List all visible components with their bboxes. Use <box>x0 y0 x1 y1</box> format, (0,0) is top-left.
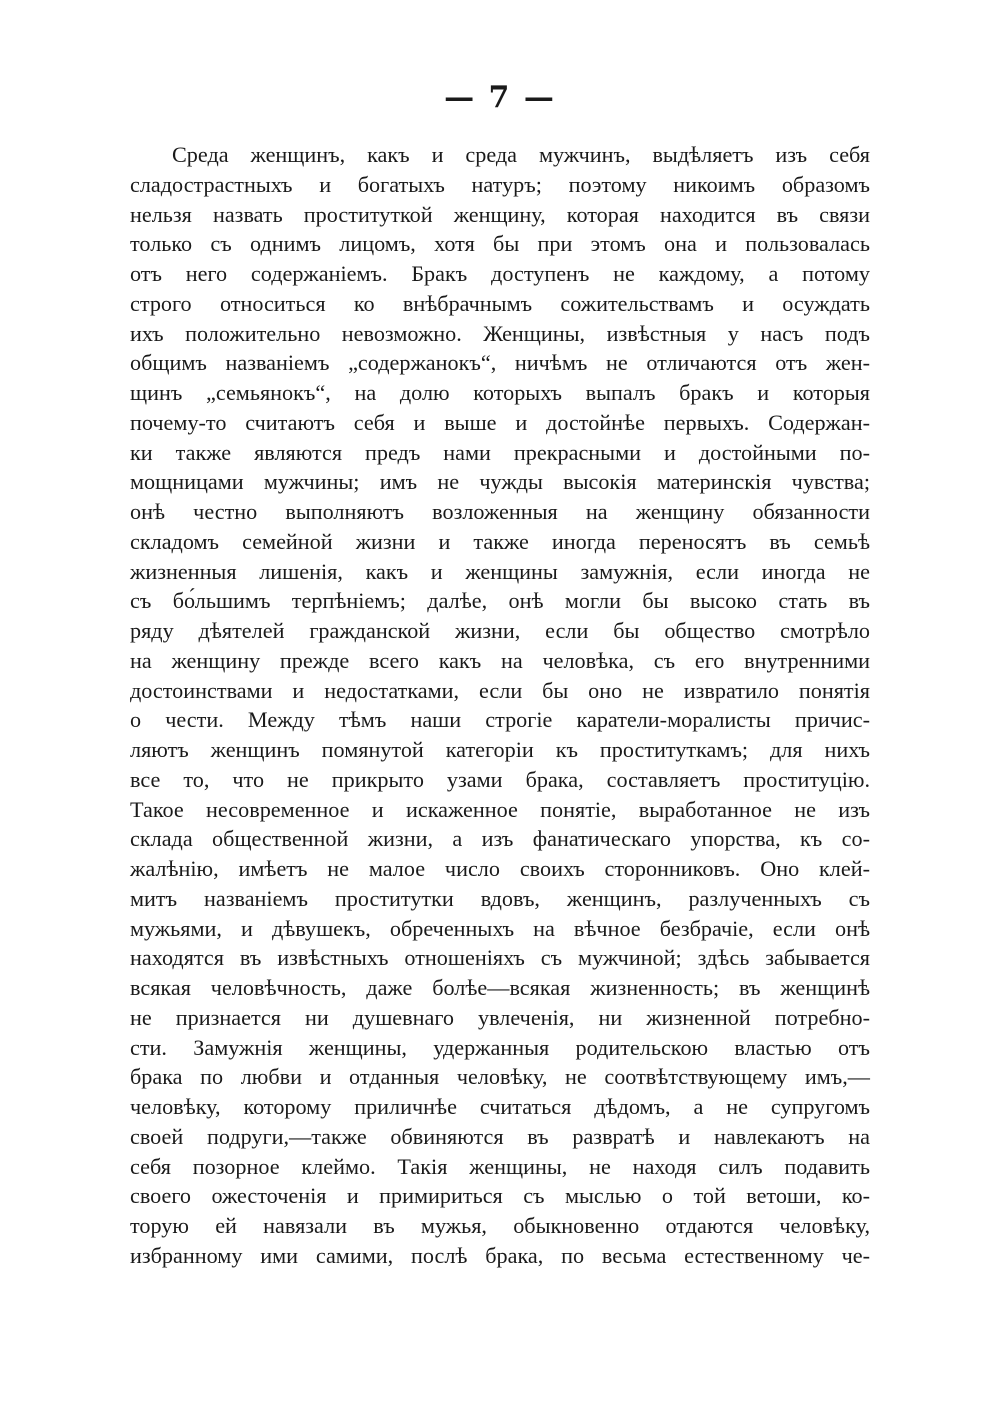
text-line: съ бо́льшимъ терпѣніемъ; далѣе, онѣ могли бы высоко стать въ <box>130 588 870 614</box>
text-line: строго относиться ко внѣбрачнымъ сожительствамъ и осуждать <box>130 290 870 316</box>
text-line: человѣку, которому приличнѣе считаться дѣдомъ, а не супругомъ <box>130 1094 870 1119</box>
text-line: почему-то считаютъ себя и выше и достойнѣе первыхъ. Содержан- <box>130 409 870 435</box>
text-line: все то, что не прикрыто узами брака, составляетъ проституцію. <box>130 766 870 792</box>
text-line: брака по любви и отданныя человѣку, не соотвѣтствующему имъ,— <box>130 1064 870 1090</box>
text-line: нельзя назвать проституткой женщину, которая находится въ связи <box>130 201 870 227</box>
text-line: мужьями, и дѣвушекъ, обреченныхъ на вѣчное безбрачіе, если онѣ <box>130 915 870 941</box>
text-line: о чести. Между тѣмъ наши строгіе каратели-моралисты причис- <box>130 707 870 733</box>
text-line: митъ названіемъ проститутки вдовъ, женщинъ, разлученныхъ съ <box>130 885 870 911</box>
text-line: онѣ честно выполняютъ возложенныя на женщину обязанности <box>130 499 870 524</box>
text-line: складомъ семейной жизни и также иногда переносятъ въ семьѣ <box>130 528 870 554</box>
text-line: себя позорное клеймо. Такія женщины, не находя силъ подавить <box>130 1153 870 1179</box>
text-line: Среда женщинъ, какъ и среда мужчинъ, выдѣляетъ изъ себя <box>172 142 870 167</box>
text-line: своего ожесточенія и примириться съ мыслью о той ветоши, ко- <box>130 1183 870 1209</box>
text-line: не признается ни душевнаго увлеченія, ни жизненной потребно- <box>130 1004 870 1030</box>
text-line: ляютъ женщинъ помянутой категоріи къ проституткамъ; для нихъ <box>130 737 870 762</box>
text-line: избранному ими самими, послѣ брака, по весьма естественному че- <box>130 1242 870 1268</box>
text-line: только съ однимъ лицомъ, хотя бы при этомъ она и пользовалась <box>130 231 870 257</box>
page-number: — 7 — <box>444 80 556 115</box>
text-line: мощницами мужчины; имъ не чужды высокія материнскія чувства; <box>130 469 870 495</box>
text-line: своей подруги,—также обвиняются въ развратѣ и навлекаютъ на <box>130 1123 870 1149</box>
text-line: щинъ „семьянокъ“, на долю которыхъ выпалъ бракъ и которыя <box>130 380 870 405</box>
text-line: ки также являются предъ нами прекрасными и достойными по- <box>130 439 870 465</box>
text-line: общимъ названіемъ „содержанокъ“, ничѣмъ не отличаются отъ жен- <box>130 350 870 376</box>
text-line: жизненныя лишенія, какъ и женщины замужнія, если иногда не <box>130 558 870 584</box>
text-line: на женщину прежде всего какъ на человѣка, съ его внутренними <box>130 647 870 673</box>
text-line: находятся въ извѣстныхъ отношеніяхъ съ мужчиной; здѣсь забывается <box>130 945 870 971</box>
text-line: ряду дѣятелей гражданской жизни, если бы общество смотрѣло <box>130 618 870 643</box>
body-paragraph <box>130 140 870 1271</box>
text-line: склада общественной жизни, а изъ фанатическаго упорства, къ со- <box>130 826 870 852</box>
text-line: отъ него содержаніемъ. Бракъ доступенъ не каждому, а потому <box>130 261 870 286</box>
text-line: сти. Замужнія женщины, удержанныя родительскою властью отъ <box>130 1034 870 1060</box>
text-line: Такое несовременное и искаженное понятіе, выработанное не изъ <box>130 796 870 822</box>
text-line: сладострастныхъ и богатыхъ натуръ; поэтому никоимъ образомъ <box>130 171 870 197</box>
text-line: жалѣнію, имѣетъ не малое число своихъ сторонниковъ. Оно клей- <box>130 856 870 881</box>
text-line: торую ей навязали въ мужья, обыкновенно отдаются человѣку, <box>130 1213 870 1238</box>
text-line: ихъ положительно невозможно. Женщины, извѣстныя у насъ подъ <box>130 320 870 346</box>
text-line: всякая человѣчность, даже болѣе—всякая жизненность; въ женщинѣ <box>130 975 870 1000</box>
text-line: достоинствами и недостатками, если бы оно не извратило понятія <box>130 677 870 703</box>
